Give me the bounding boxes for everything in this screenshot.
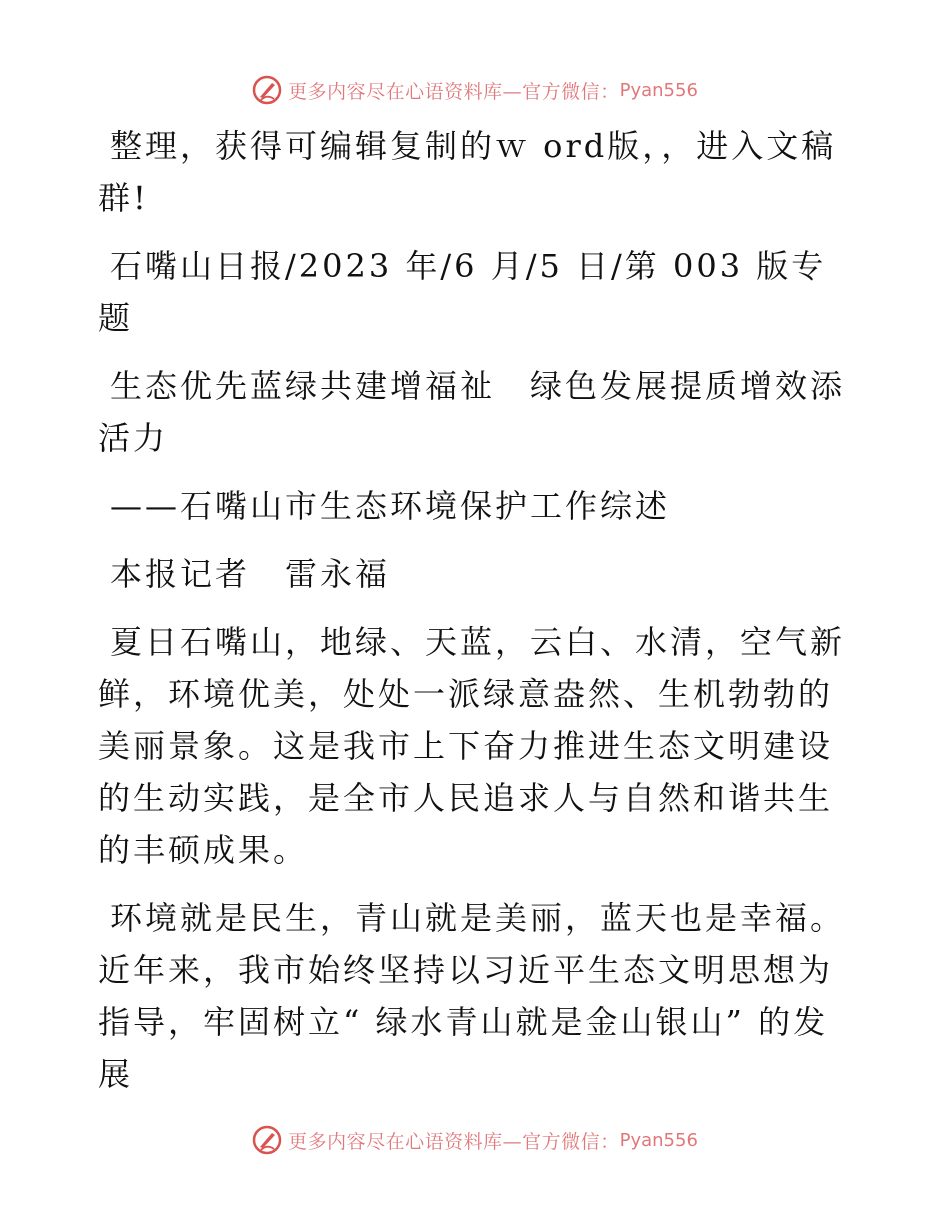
watermark-wechat-id: Pyan556 bbox=[619, 1129, 698, 1151]
watermark-wechat-id: Pyan556 bbox=[619, 79, 698, 101]
quill-logo-icon bbox=[252, 1125, 282, 1155]
watermark-footer bbox=[0, 1120, 950, 1160]
article-title: 生态优先蓝绿共建增福祉 绿色发展提质增效添活力 bbox=[98, 367, 846, 457]
paragraph-body-2: 环境就是民生，青山就是美丽，蓝天也是幸福。近年来，我市始终坚持以习近平生态文明思想为指导，牢固树立“ 绿水青山就是金山银山” 的发展 bbox=[98, 899, 846, 1093]
paragraph-intro: 整理，获得可编辑复制的ｗ ord版，，进入文稿群! bbox=[98, 127, 837, 217]
watermark-text: 更多内容尽在心语资料库—官方微信： bbox=[288, 1130, 620, 1153]
document-body bbox=[98, 120, 858, 1116]
watermark-text: 更多内容尽在心语资料库—官方微信： bbox=[288, 80, 620, 103]
paragraph-source: 石嘴山日报/2023 年/6 月/5 日/第 003 版专题 bbox=[98, 247, 827, 337]
article-subtitle: ——石嘴山市生态环境保护工作综述 bbox=[110, 487, 671, 525]
quill-logo-icon bbox=[252, 75, 282, 105]
article-byline: 本报记者 雷永福 bbox=[110, 555, 391, 593]
watermark-header bbox=[0, 70, 950, 110]
paragraph-body-1: 夏日石嘴山，地绿、天蓝，云白、水清，空气新鲜，环境优美，处处一派绿意盎然、生机勃勃的美丽景象。这是我市上下奋力推进生态文明建设的生动实践，是全市人民追求人与自然和谐共生的丰硕成果。 bbox=[98, 623, 846, 869]
